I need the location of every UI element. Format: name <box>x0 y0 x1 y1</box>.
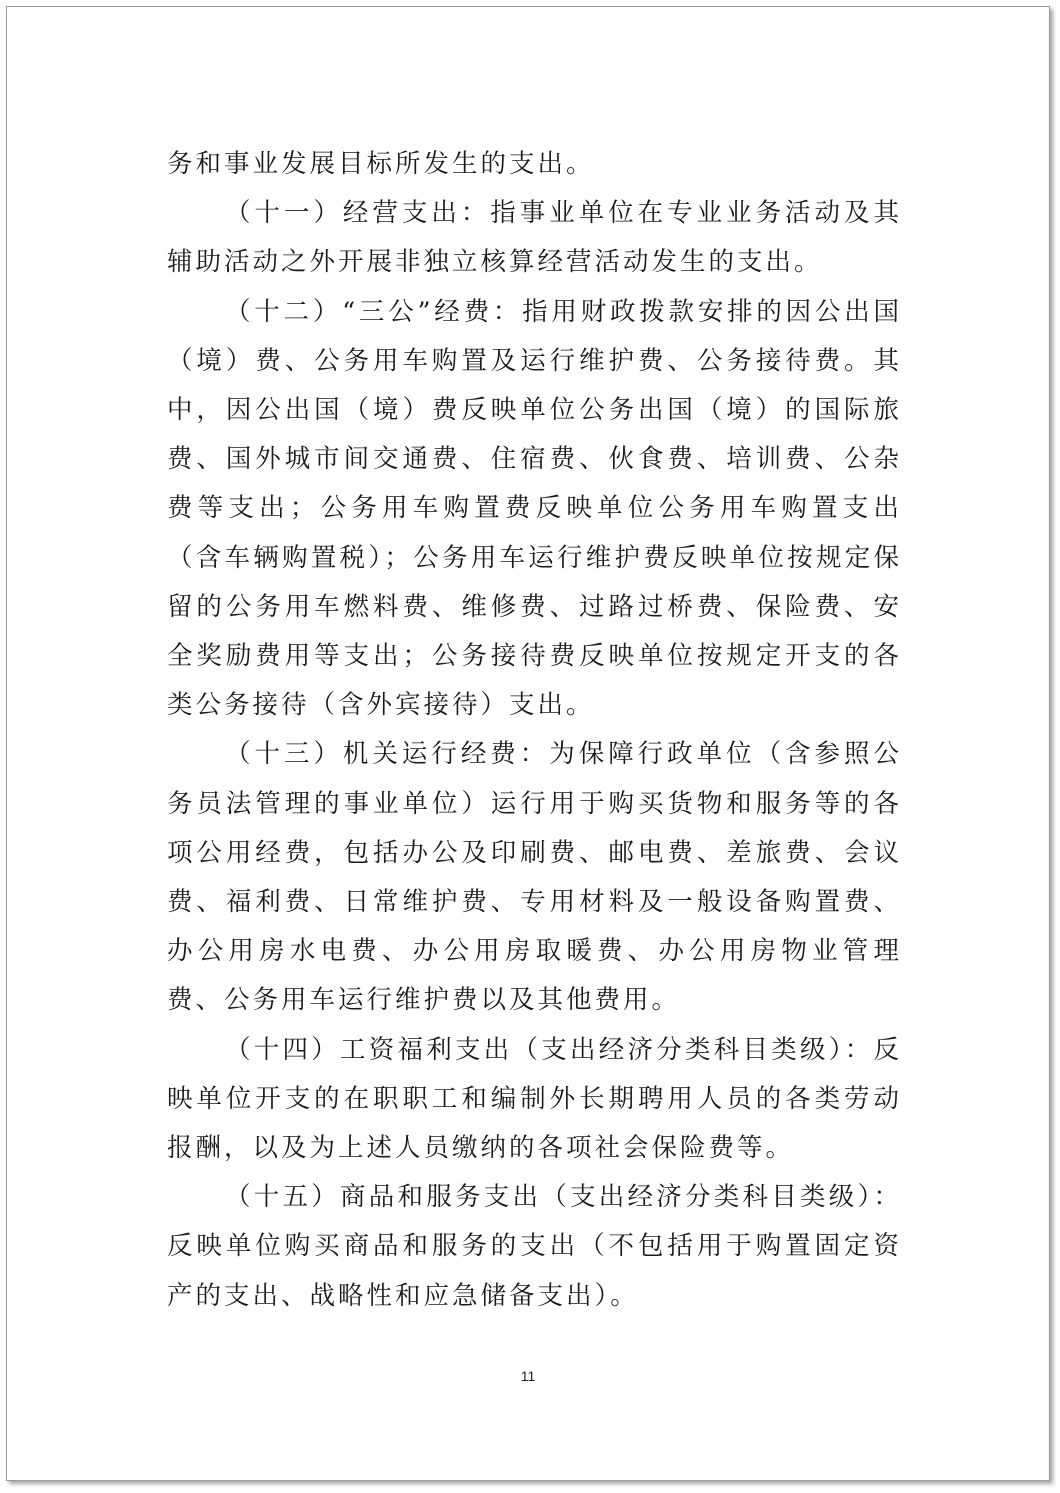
paragraph-goods-services: （十五）商品和服务支出（支出经济分类科目类级）：反映单位购买商品和服务的支出（不包括用于购置固定资产的支出、战略性和应急储备支出）。 <box>167 1182 902 1311</box>
paragraph-continuation: 务和事业发展目标所发生的支出。 <box>167 149 595 179</box>
document-body <box>167 140 902 1321</box>
paragraph-three-public-expenses: （十二）“三公”经费：指用财政拨款安排的因公出国（境）费、公务用车购置及运行维护费、公务接待费。其中，因公出国（境）费反映单位公务出国（境）的国际旅费、国外城市间交通费、住宿费、伙食费、培训费、公杂费等支出；公务用车购置费反映单位公务用车购置支出（含车辆购置税）；公务用车运行维护费反映单位按规定保留的公务用车燃料费、维修费、过路过桥费、保险费、安全奖励费用等支出；公务接待费反映单位按规定开支的各类公务接待（含外宾接待）支出。 <box>167 296 902 721</box>
paragraph-operating-expenditure: （十一）经营支出：指事业单位在专业业务活动及其辅助活动之外开展非独立核算经营活动发生的支出。 <box>167 198 902 278</box>
page-number: 11 <box>520 1368 536 1384</box>
document-page <box>6 6 1050 1481</box>
paragraph-agency-operating-funds: （十三）机关运行经费：为保障行政单位（含参照公务员法管理的事业单位）运行用于购买货物和服务等的各项公用经费，包括办公及印刷费、邮电费、差旅费、会议费、福利费、日常维护费、专用材料及一般设备购置费、办公用房水电费、办公用房取暖费、办公用房物业管理费、公务用车运行维护费以及其他费用。 <box>167 739 902 1016</box>
paragraph-wages-welfare: （十四）工资福利支出（支出经济分类科目类级）：反映单位开支的在职职工和编制外长期聘用人员的各类劳动报酬，以及为上述人员缴纳的各项社会保险费等。 <box>167 1034 902 1164</box>
